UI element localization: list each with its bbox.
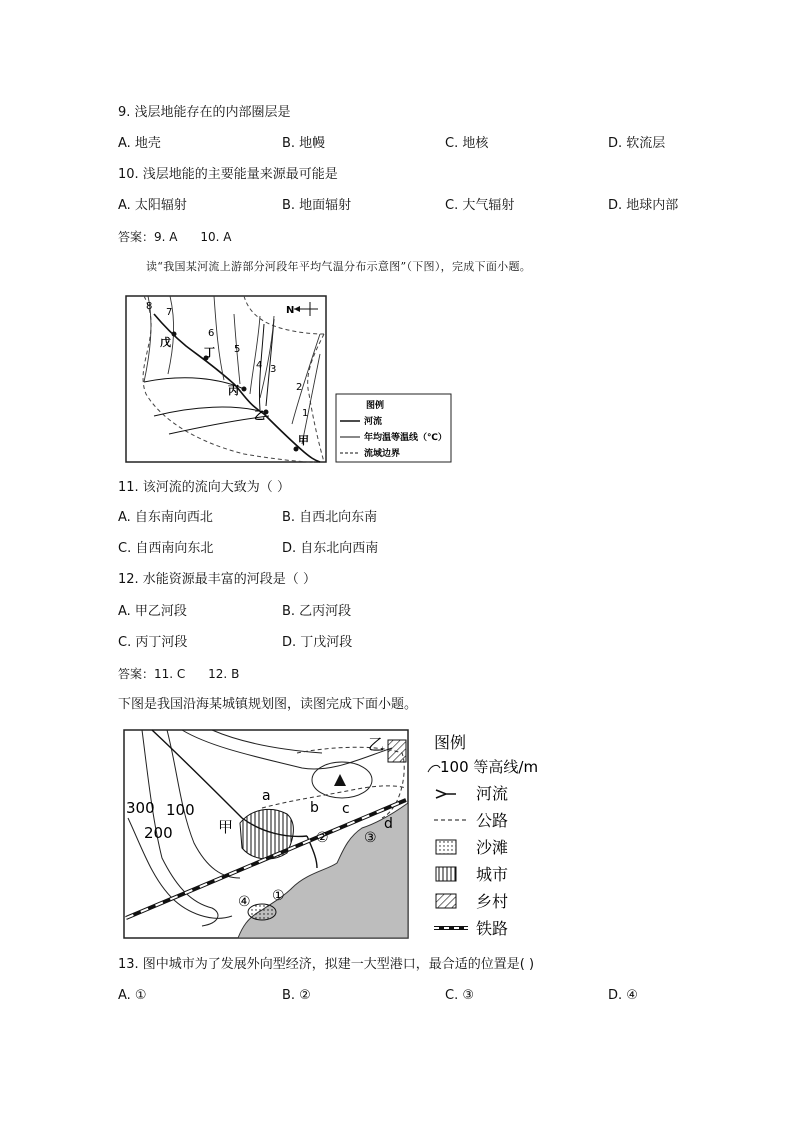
map2-legend xyxy=(428,733,538,938)
isotherm-label-3: 3 xyxy=(270,364,277,375)
place-a: a xyxy=(262,788,271,804)
q11-option-c: C. 自西南向东北 xyxy=(118,541,214,556)
q10-option-b: B. 地面辐射 xyxy=(282,198,352,213)
q12-option-d: D. 丁戊河段 xyxy=(282,635,353,650)
question-12-stem: 12. 水能资源最丰富的河段是（ ） xyxy=(118,572,316,587)
question-10-stem: 10. 浅层地能的主要能量来源最可能是 xyxy=(118,167,338,182)
place-ding: 丁 xyxy=(204,346,215,359)
site-1: ① xyxy=(272,888,285,904)
legend-beach: 沙滩 xyxy=(476,838,509,857)
place-yi-2: 乙 xyxy=(368,735,385,754)
legend-road: 公路 xyxy=(476,811,509,830)
isotherm-label-4: 4 xyxy=(256,360,263,371)
legend-river-2: 河流 xyxy=(476,784,509,803)
answer-9-10: 答案：9. A 10. A xyxy=(118,230,232,244)
q11-option-b: B. 自西北向东南 xyxy=(282,510,378,525)
question-13-stem: 13. 图中城市为了发展外向型经济，拟建一大型港口，最合适的位置是( ) xyxy=(118,957,535,972)
isotherm-label-1: 1 xyxy=(302,408,309,419)
map1-caption: 读“我国某河流上游部分河段年平均气温分布示意图”（下图），完成下面小题。 xyxy=(146,260,532,273)
legend-river: 河流 xyxy=(364,417,383,427)
isotherm-label-7: 7 xyxy=(166,307,173,318)
legend-city: 城市 xyxy=(476,865,509,884)
map1-legend-title: 图例 xyxy=(366,401,385,411)
q9-option-b: B. 地幔 xyxy=(282,136,326,151)
isotherm-label-2: 2 xyxy=(296,382,303,393)
legend-railway: 铁路 xyxy=(476,919,509,938)
place-jia: 甲 xyxy=(298,434,309,447)
legend-isotherm: 年均温等温线（℃） xyxy=(364,433,447,443)
site-2: ② xyxy=(316,830,329,846)
q13-option-a: A. ① xyxy=(118,988,147,1003)
place-c: c xyxy=(342,801,350,817)
map1-legend xyxy=(336,394,451,462)
place-yi: 乙 xyxy=(254,409,265,422)
place-jia-2: 甲 xyxy=(218,818,234,836)
map2-legend-title: 图例 xyxy=(434,733,467,752)
q11-option-a: A. 自东南向西北 xyxy=(118,510,213,525)
isotherm-label-6: 6 xyxy=(208,328,215,339)
contour-label-200: 200 xyxy=(144,824,173,842)
q10-option-a: A. 太阳辐射 xyxy=(118,198,187,213)
q9-option-a: A. 地壳 xyxy=(118,136,161,151)
place-d: d xyxy=(384,816,393,832)
question-11-stem: 11. 该河流的流向大致为（ ） xyxy=(118,480,290,495)
q13-option-c: C. ③ xyxy=(445,988,474,1003)
q9-option-c: C. 地核 xyxy=(445,136,489,151)
place-wu: 戊 xyxy=(160,336,171,349)
q9-option-d: D. 软流层 xyxy=(608,136,666,151)
river-isotherm-map xyxy=(124,294,456,466)
site-4: ④ xyxy=(238,894,251,910)
contour-label-300: 300 xyxy=(126,799,155,817)
site-3: ③ xyxy=(364,830,377,846)
q12-option-c: C. 丙丁河段 xyxy=(118,635,188,650)
contour-label-100: 100 xyxy=(166,801,195,819)
q12-option-a: A. 甲乙河段 xyxy=(118,604,187,619)
coastal-town-map xyxy=(122,728,542,942)
legend-village: 乡村 xyxy=(476,892,509,911)
legend-contour: 100 等高线/m xyxy=(440,758,539,776)
q10-option-c: C. 大气辐射 xyxy=(445,198,515,213)
q10-option-d: D. 地球内部 xyxy=(608,198,679,213)
isotherm-label-5: 5 xyxy=(234,344,241,355)
legend-boundary: 流域边界 xyxy=(364,449,401,459)
q13-option-d: D. ④ xyxy=(608,988,638,1003)
map2-caption: 下图是我国沿海某城镇规划图，读图完成下面小题。 xyxy=(118,697,418,712)
q12-option-b: B. 乙丙河段 xyxy=(282,604,352,619)
question-9-stem: 9. 浅层地能存在的内部圈层是 xyxy=(118,105,291,120)
q11-option-d: D. 自东北向西南 xyxy=(282,541,379,556)
q13-option-b: B. ② xyxy=(282,988,311,1003)
isotherm-label-8: 8 xyxy=(146,301,153,312)
place-bing: 丙 xyxy=(228,384,239,397)
answer-11-12: 答案：11. C 12. B xyxy=(118,667,240,681)
place-b: b xyxy=(310,800,319,816)
north-label: N xyxy=(286,305,295,316)
